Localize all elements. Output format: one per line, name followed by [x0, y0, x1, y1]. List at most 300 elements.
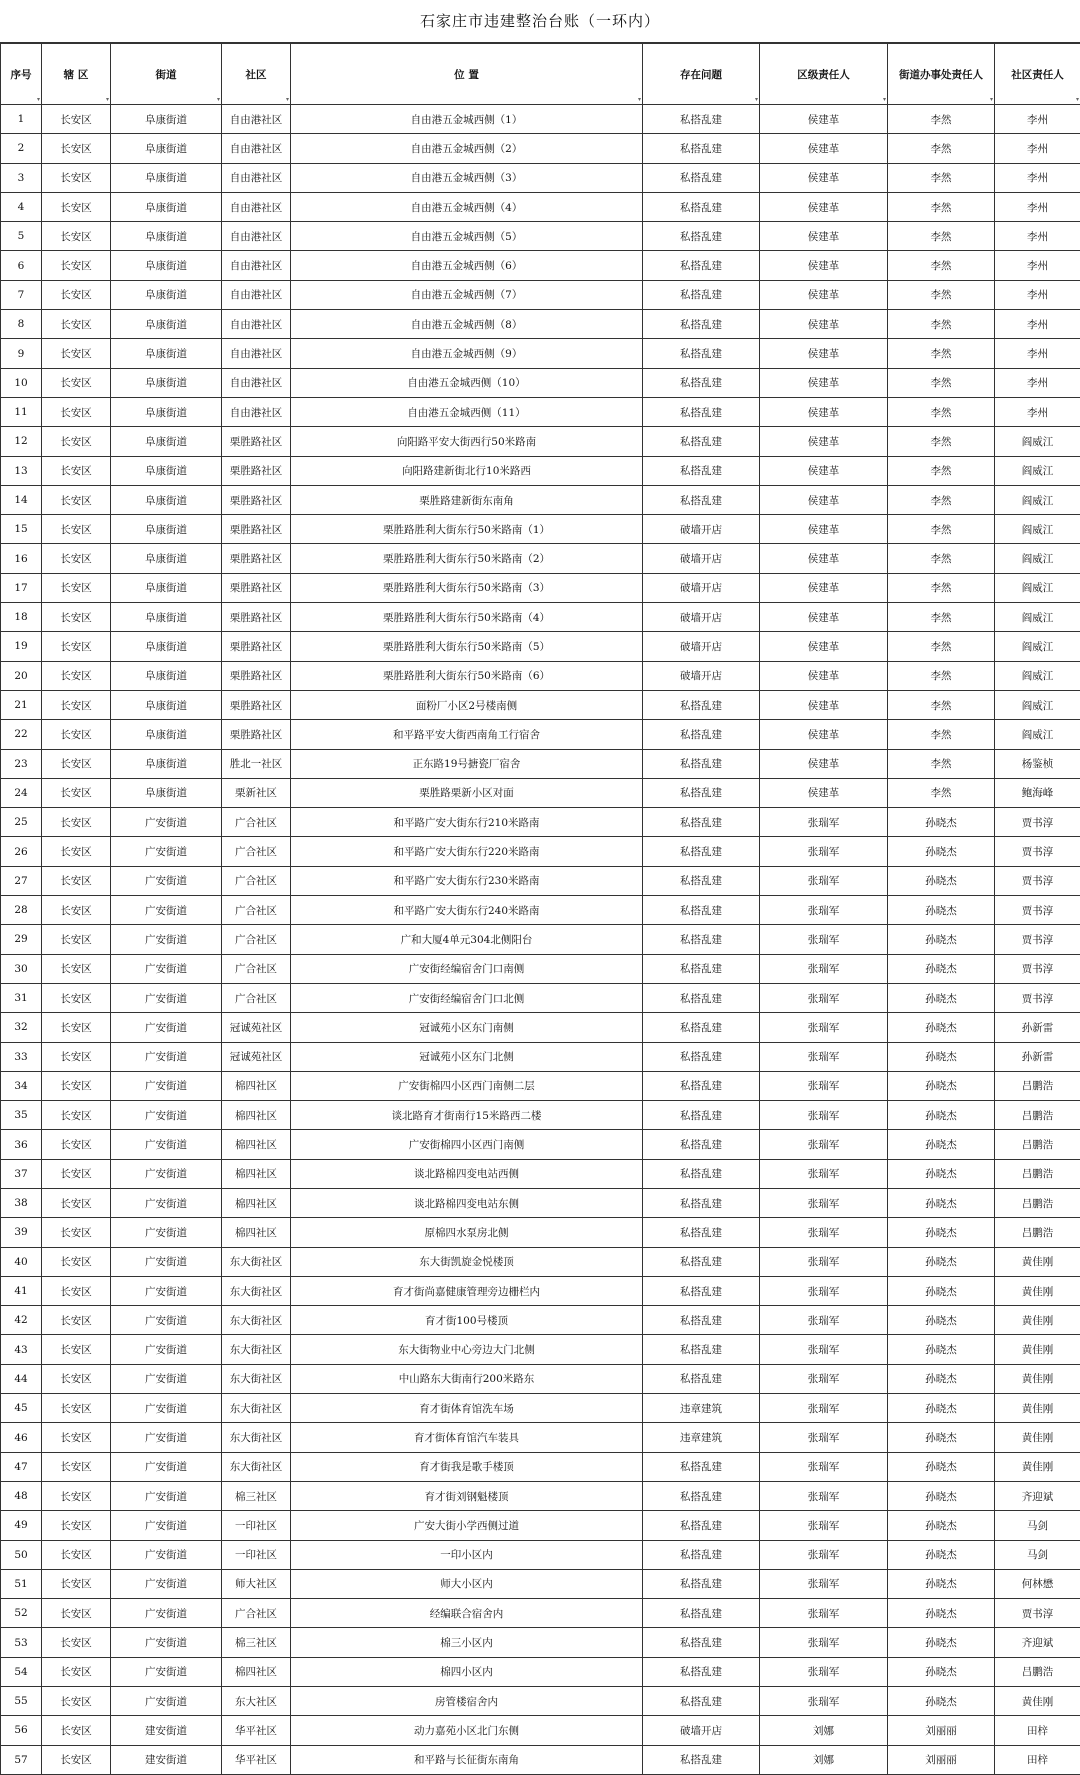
cell-district[interactable]: 长安区: [42, 837, 111, 866]
cell-issue[interactable]: 私搭乱建: [643, 1013, 760, 1042]
header-cell-location[interactable]: 位 置 ▾: [291, 44, 643, 105]
cell-issue[interactable]: 私搭乱建: [643, 251, 760, 280]
cell-location[interactable]: 原棉四水泵房北侧: [291, 1218, 643, 1247]
cell-community-lead[interactable]: 贾书淳: [995, 837, 1080, 866]
cell-street[interactable]: 广安街道: [111, 1540, 222, 1569]
cell-location[interactable]: 广安大街小学西侧过道: [291, 1511, 643, 1540]
cell-index[interactable]: 10: [1, 368, 42, 397]
cell-community-lead[interactable]: 阎威江: [995, 544, 1080, 573]
cell-community-lead[interactable]: 马剑: [995, 1511, 1080, 1540]
header-cell-street[interactable]: 街道 ▾: [111, 44, 222, 105]
cell-street[interactable]: 阜康街道: [111, 427, 222, 456]
cell-street-office-lead[interactable]: 李然: [888, 632, 995, 661]
cell-street[interactable]: 广安街道: [111, 866, 222, 895]
cell-community[interactable]: 栗胜路社区: [222, 720, 291, 749]
cell-street-office-lead[interactable]: 孙晓杰: [888, 983, 995, 1012]
cell-location[interactable]: 向阳路平安大街西行50米路南: [291, 427, 643, 456]
cell-community-lead[interactable]: 李州: [995, 105, 1080, 134]
cell-street[interactable]: 广安街道: [111, 1013, 222, 1042]
filter-dropdown-icon[interactable]: ▾: [638, 97, 641, 103]
cell-community-lead[interactable]: 黄佳刚: [995, 1394, 1080, 1423]
cell-community[interactable]: 广合社区: [222, 954, 291, 983]
cell-location[interactable]: 广安街经编宿舍门口南侧: [291, 954, 643, 983]
cell-index[interactable]: 16: [1, 544, 42, 573]
cell-community-lead[interactable]: 齐迎斌: [995, 1481, 1080, 1510]
cell-district-lead[interactable]: 侯建革: [760, 515, 888, 544]
cell-index[interactable]: 49: [1, 1511, 42, 1540]
cell-district-lead[interactable]: 张瑞军: [760, 1628, 888, 1657]
cell-community-lead[interactable]: 何林懋: [995, 1569, 1080, 1598]
cell-index[interactable]: 14: [1, 485, 42, 514]
cell-community[interactable]: 棉四社区: [222, 1188, 291, 1217]
cell-street[interactable]: 广安街道: [111, 1335, 222, 1364]
cell-street-office-lead[interactable]: 孙晓杰: [888, 1247, 995, 1276]
cell-index[interactable]: 51: [1, 1569, 42, 1598]
cell-location[interactable]: 广安街经编宿舍门口北侧: [291, 983, 643, 1012]
cell-district-lead[interactable]: 侯建革: [760, 485, 888, 514]
cell-district-lead[interactable]: 张瑞军: [760, 1247, 888, 1276]
cell-index[interactable]: 57: [1, 1745, 42, 1774]
cell-district[interactable]: 长安区: [42, 1687, 111, 1716]
cell-community[interactable]: 栗胜路社区: [222, 661, 291, 690]
cell-issue[interactable]: 违章建筑: [643, 1394, 760, 1423]
cell-index[interactable]: 1: [1, 105, 42, 134]
cell-district-lead[interactable]: 侯建革: [760, 397, 888, 426]
cell-street[interactable]: 阜康街道: [111, 251, 222, 280]
cell-index[interactable]: 46: [1, 1423, 42, 1452]
cell-street[interactable]: 广安街道: [111, 1423, 222, 1452]
cell-street[interactable]: 阜康街道: [111, 339, 222, 368]
cell-community[interactable]: 栗胜路社区: [222, 603, 291, 632]
filter-dropdown-icon[interactable]: ▾: [286, 97, 289, 103]
filter-dropdown-icon[interactable]: ▾: [990, 97, 993, 103]
cell-issue[interactable]: 私搭乱建: [643, 720, 760, 749]
cell-street[interactable]: 广安街道: [111, 1130, 222, 1159]
cell-index[interactable]: 36: [1, 1130, 42, 1159]
cell-location[interactable]: 和平路平安大街西南角工行宿舍: [291, 720, 643, 749]
cell-street-office-lead[interactable]: 孙晓杰: [888, 1276, 995, 1305]
cell-community-lead[interactable]: 阎威江: [995, 515, 1080, 544]
cell-community-lead[interactable]: 吕鹏浩: [995, 1218, 1080, 1247]
cell-district-lead[interactable]: 侯建革: [760, 192, 888, 221]
cell-index[interactable]: 9: [1, 339, 42, 368]
cell-community-lead[interactable]: 杨鉴桢: [995, 749, 1080, 778]
cell-street-office-lead[interactable]: 李然: [888, 603, 995, 632]
cell-street-office-lead[interactable]: 孙晓杰: [888, 1394, 995, 1423]
cell-community[interactable]: 棉三社区: [222, 1481, 291, 1510]
cell-street[interactable]: 广安街道: [111, 1042, 222, 1071]
cell-issue[interactable]: 违章建筑: [643, 1423, 760, 1452]
cell-community[interactable]: 一印社区: [222, 1511, 291, 1540]
cell-street[interactable]: 广安街道: [111, 983, 222, 1012]
cell-community[interactable]: 东大街社区: [222, 1335, 291, 1364]
cell-index[interactable]: 56: [1, 1716, 42, 1745]
cell-district[interactable]: 长安区: [42, 1716, 111, 1745]
cell-issue[interactable]: 私搭乱建: [643, 1628, 760, 1657]
cell-index[interactable]: 29: [1, 925, 42, 954]
cell-street-office-lead[interactable]: 孙晓杰: [888, 1042, 995, 1071]
cell-location[interactable]: 向阳路建新街北行10米路西: [291, 456, 643, 485]
cell-district[interactable]: 长安区: [42, 632, 111, 661]
cell-index[interactable]: 28: [1, 896, 42, 925]
cell-issue[interactable]: 私搭乱建: [643, 1569, 760, 1598]
cell-street[interactable]: 阜康街道: [111, 749, 222, 778]
cell-issue[interactable]: 破墙开店: [643, 515, 760, 544]
cell-community[interactable]: 栗胜路社区: [222, 632, 291, 661]
cell-location[interactable]: 栗胜路胜利大街东行50米路南（2）: [291, 544, 643, 573]
cell-location[interactable]: 和平路广安大街东行220米路南: [291, 837, 643, 866]
cell-index[interactable]: 18: [1, 603, 42, 632]
cell-community[interactable]: 棉四社区: [222, 1130, 291, 1159]
cell-district[interactable]: 长安区: [42, 808, 111, 837]
cell-issue[interactable]: 私搭乱建: [643, 1218, 760, 1247]
cell-index[interactable]: 54: [1, 1657, 42, 1686]
cell-street-office-lead[interactable]: 孙晓杰: [888, 1599, 995, 1628]
cell-district-lead[interactable]: 张瑞军: [760, 1599, 888, 1628]
cell-district[interactable]: 长安区: [42, 105, 111, 134]
cell-location[interactable]: 广和大厦4单元304北侧阳台: [291, 925, 643, 954]
cell-street-office-lead[interactable]: 李然: [888, 720, 995, 749]
cell-community[interactable]: 棉四社区: [222, 1657, 291, 1686]
filter-dropdown-icon[interactable]: ▾: [217, 97, 220, 103]
cell-district-lead[interactable]: 张瑞军: [760, 1364, 888, 1393]
cell-community[interactable]: 广合社区: [222, 837, 291, 866]
cell-district-lead[interactable]: 张瑞军: [760, 1042, 888, 1071]
cell-district-lead[interactable]: 侯建革: [760, 222, 888, 251]
cell-district[interactable]: 长安区: [42, 954, 111, 983]
cell-community-lead[interactable]: 黄佳刚: [995, 1247, 1080, 1276]
cell-street-office-lead[interactable]: 孙晓杰: [888, 925, 995, 954]
cell-district-lead[interactable]: 张瑞军: [760, 925, 888, 954]
cell-issue[interactable]: 私搭乱建: [643, 310, 760, 339]
cell-district[interactable]: 长安区: [42, 192, 111, 221]
cell-location[interactable]: 棉三小区内: [291, 1628, 643, 1657]
cell-location[interactable]: 自由港五金城西侧（2）: [291, 134, 643, 163]
cell-district[interactable]: 长安区: [42, 1481, 111, 1510]
cell-community-lead[interactable]: 吕鹏浩: [995, 1101, 1080, 1130]
cell-issue[interactable]: 私搭乱建: [643, 1188, 760, 1217]
cell-location[interactable]: 经编联合宿舍内: [291, 1599, 643, 1628]
cell-district[interactable]: 长安区: [42, 485, 111, 514]
cell-issue[interactable]: 私搭乱建: [643, 222, 760, 251]
cell-issue[interactable]: 私搭乱建: [643, 925, 760, 954]
cell-issue[interactable]: 破墙开店: [643, 661, 760, 690]
cell-location[interactable]: 冠诚苑小区东门南侧: [291, 1013, 643, 1042]
cell-location[interactable]: 中山路东大街南行200米路东: [291, 1364, 643, 1393]
cell-location[interactable]: 广安街棉四小区西门南侧: [291, 1130, 643, 1159]
cell-district-lead[interactable]: 张瑞军: [760, 1423, 888, 1452]
cell-location[interactable]: 东大街凯旋金悦楼顶: [291, 1247, 643, 1276]
cell-district[interactable]: 长安区: [42, 983, 111, 1012]
cell-district-lead[interactable]: 侯建革: [760, 105, 888, 134]
cell-street[interactable]: 广安街道: [111, 896, 222, 925]
cell-index[interactable]: 22: [1, 720, 42, 749]
cell-street[interactable]: 广安街道: [111, 1306, 222, 1335]
cell-community[interactable]: 自由港社区: [222, 368, 291, 397]
cell-district-lead[interactable]: 张瑞军: [760, 837, 888, 866]
cell-location[interactable]: 东大街物业中心旁边大门北侧: [291, 1335, 643, 1364]
cell-issue[interactable]: 私搭乱建: [643, 1130, 760, 1159]
cell-district[interactable]: 长安区: [42, 1335, 111, 1364]
cell-street[interactable]: 阜康街道: [111, 456, 222, 485]
cell-street[interactable]: 阜康街道: [111, 661, 222, 690]
cell-index[interactable]: 42: [1, 1306, 42, 1335]
cell-district-lead[interactable]: 张瑞军: [760, 954, 888, 983]
cell-location[interactable]: 栗胜路栗新小区对面: [291, 778, 643, 807]
cell-street[interactable]: 阜康街道: [111, 632, 222, 661]
cell-street[interactable]: 广安街道: [111, 1247, 222, 1276]
cell-street[interactable]: 广安街道: [111, 808, 222, 837]
cell-street-office-lead[interactable]: 孙晓杰: [888, 837, 995, 866]
cell-location[interactable]: 自由港五金城西侧（3）: [291, 163, 643, 192]
cell-index[interactable]: 11: [1, 397, 42, 426]
cell-issue[interactable]: 私搭乱建: [643, 837, 760, 866]
cell-district-lead[interactable]: 张瑞军: [760, 1101, 888, 1130]
cell-location[interactable]: 师大小区内: [291, 1569, 643, 1598]
cell-community-lead[interactable]: 吕鹏浩: [995, 1657, 1080, 1686]
cell-district[interactable]: 长安区: [42, 1101, 111, 1130]
cell-index[interactable]: 27: [1, 866, 42, 895]
cell-street[interactable]: 阜康街道: [111, 397, 222, 426]
cell-district-lead[interactable]: 侯建革: [760, 310, 888, 339]
cell-index[interactable]: 31: [1, 983, 42, 1012]
cell-district-lead[interactable]: 侯建革: [760, 280, 888, 309]
cell-index[interactable]: 3: [1, 163, 42, 192]
cell-street[interactable]: 广安街道: [111, 1628, 222, 1657]
cell-issue[interactable]: 私搭乱建: [643, 1159, 760, 1188]
cell-index[interactable]: 40: [1, 1247, 42, 1276]
cell-district-lead[interactable]: 张瑞军: [760, 1130, 888, 1159]
cell-street-office-lead[interactable]: 孙晓杰: [888, 1130, 995, 1159]
cell-community-lead[interactable]: 李州: [995, 222, 1080, 251]
cell-index[interactable]: 43: [1, 1335, 42, 1364]
cell-community[interactable]: 东大街社区: [222, 1364, 291, 1393]
cell-community-lead[interactable]: 阎威江: [995, 632, 1080, 661]
cell-district-lead[interactable]: 张瑞军: [760, 808, 888, 837]
cell-street[interactable]: 阜康街道: [111, 105, 222, 134]
cell-district[interactable]: 长安区: [42, 134, 111, 163]
cell-issue[interactable]: 私搭乱建: [643, 1335, 760, 1364]
cell-district-lead[interactable]: 张瑞军: [760, 1218, 888, 1247]
header-cell-index[interactable]: 序号 ▾: [1, 44, 42, 105]
cell-issue[interactable]: 破墙开店: [643, 573, 760, 602]
cell-index[interactable]: 38: [1, 1188, 42, 1217]
cell-street-office-lead[interactable]: 李然: [888, 544, 995, 573]
cell-street-office-lead[interactable]: 李然: [888, 397, 995, 426]
cell-street-office-lead[interactable]: 孙晓杰: [888, 1335, 995, 1364]
cell-district[interactable]: 长安区: [42, 1247, 111, 1276]
cell-street-office-lead[interactable]: 孙晓杰: [888, 1657, 995, 1686]
cell-street[interactable]: 阜康街道: [111, 485, 222, 514]
cell-community-lead[interactable]: 马剑: [995, 1540, 1080, 1569]
cell-community[interactable]: 广合社区: [222, 866, 291, 895]
cell-location[interactable]: 一印小区内: [291, 1540, 643, 1569]
cell-street-office-lead[interactable]: 李然: [888, 690, 995, 719]
cell-community-lead[interactable]: 李州: [995, 280, 1080, 309]
cell-street-office-lead[interactable]: 孙晓杰: [888, 1364, 995, 1393]
cell-district-lead[interactable]: 张瑞军: [760, 1394, 888, 1423]
cell-street[interactable]: 阜康街道: [111, 515, 222, 544]
cell-district-lead[interactable]: 侯建革: [760, 661, 888, 690]
cell-district[interactable]: 长安区: [42, 163, 111, 192]
cell-community-lead[interactable]: 黄佳刚: [995, 1452, 1080, 1481]
cell-location[interactable]: 谈北路育才街南行15米路西二楼: [291, 1101, 643, 1130]
cell-index[interactable]: 32: [1, 1013, 42, 1042]
cell-index[interactable]: 7: [1, 280, 42, 309]
cell-street-office-lead[interactable]: 孙晓杰: [888, 1540, 995, 1569]
cell-district[interactable]: 长安区: [42, 1042, 111, 1071]
cell-community[interactable]: 棉四社区: [222, 1218, 291, 1247]
cell-district[interactable]: 长安区: [42, 896, 111, 925]
cell-community[interactable]: 师大社区: [222, 1569, 291, 1598]
cell-street[interactable]: 广安街道: [111, 1452, 222, 1481]
cell-street[interactable]: 阜康街道: [111, 544, 222, 573]
cell-location[interactable]: 育才街100号楼顶: [291, 1306, 643, 1335]
cell-community[interactable]: 自由港社区: [222, 192, 291, 221]
cell-location[interactable]: 和平路广安大街东行240米路南: [291, 896, 643, 925]
cell-location[interactable]: 栗胜路胜利大街东行50米路南（4）: [291, 603, 643, 632]
cell-index[interactable]: 13: [1, 456, 42, 485]
cell-district-lead[interactable]: 侯建革: [760, 778, 888, 807]
cell-street[interactable]: 建安街道: [111, 1716, 222, 1745]
cell-issue[interactable]: 私搭乱建: [643, 749, 760, 778]
cell-community-lead[interactable]: 阎威江: [995, 690, 1080, 719]
cell-community[interactable]: 棉四社区: [222, 1101, 291, 1130]
cell-issue[interactable]: 私搭乱建: [643, 1745, 760, 1774]
cell-street[interactable]: 广安街道: [111, 1071, 222, 1100]
cell-street[interactable]: 阜康街道: [111, 192, 222, 221]
cell-location[interactable]: 育才街体育馆汽车装具: [291, 1423, 643, 1452]
cell-location[interactable]: 自由港五金城西侧（1）: [291, 105, 643, 134]
cell-street-office-lead[interactable]: 孙晓杰: [888, 1423, 995, 1452]
cell-index[interactable]: 48: [1, 1481, 42, 1510]
cell-district-lead[interactable]: 刘娜: [760, 1716, 888, 1745]
cell-district-lead[interactable]: 侯建革: [760, 427, 888, 456]
cell-district-lead[interactable]: 张瑞军: [760, 866, 888, 895]
cell-street-office-lead[interactable]: 李然: [888, 661, 995, 690]
cell-district-lead[interactable]: 张瑞军: [760, 1569, 888, 1598]
cell-community[interactable]: 棉三社区: [222, 1628, 291, 1657]
cell-street-office-lead[interactable]: 李然: [888, 749, 995, 778]
cell-street-office-lead[interactable]: 李然: [888, 222, 995, 251]
cell-street-office-lead[interactable]: 李然: [888, 427, 995, 456]
cell-community-lead[interactable]: 田梓: [995, 1716, 1080, 1745]
cell-community[interactable]: 棉四社区: [222, 1159, 291, 1188]
cell-location[interactable]: 房管楼宿舍内: [291, 1687, 643, 1716]
cell-district[interactable]: 长安区: [42, 1540, 111, 1569]
cell-district-lead[interactable]: 张瑞军: [760, 1540, 888, 1569]
cell-community[interactable]: 华平社区: [222, 1716, 291, 1745]
cell-location[interactable]: 和平路广安大街东行210米路南: [291, 808, 643, 837]
cell-issue[interactable]: 破墙开店: [643, 1716, 760, 1745]
cell-street-office-lead[interactable]: 刘丽丽: [888, 1716, 995, 1745]
cell-district[interactable]: 长安区: [42, 397, 111, 426]
cell-community[interactable]: 自由港社区: [222, 222, 291, 251]
cell-index[interactable]: 21: [1, 690, 42, 719]
cell-community[interactable]: 栗胜路社区: [222, 573, 291, 602]
cell-issue[interactable]: 私搭乱建: [643, 1364, 760, 1393]
cell-community[interactable]: 栗胜路社区: [222, 485, 291, 514]
cell-district-lead[interactable]: 张瑞军: [760, 983, 888, 1012]
cell-district-lead[interactable]: 侯建革: [760, 690, 888, 719]
cell-community-lead[interactable]: 田梓: [995, 1745, 1080, 1774]
cell-community[interactable]: 栗新社区: [222, 778, 291, 807]
header-cell-community[interactable]: 社区 ▾: [222, 44, 291, 105]
cell-community[interactable]: 冠诚苑社区: [222, 1013, 291, 1042]
filter-dropdown-icon[interactable]: ▾: [1076, 97, 1079, 103]
cell-index[interactable]: 19: [1, 632, 42, 661]
cell-community[interactable]: 自由港社区: [222, 397, 291, 426]
cell-community-lead[interactable]: 黄佳刚: [995, 1687, 1080, 1716]
cell-community[interactable]: 栗胜路社区: [222, 456, 291, 485]
cell-issue[interactable]: 私搭乱建: [643, 983, 760, 1012]
cell-community-lead[interactable]: 黄佳刚: [995, 1423, 1080, 1452]
cell-community-lead[interactable]: 黄佳刚: [995, 1364, 1080, 1393]
cell-community-lead[interactable]: 李州: [995, 192, 1080, 221]
cell-district[interactable]: 长安区: [42, 690, 111, 719]
cell-index[interactable]: 23: [1, 749, 42, 778]
cell-location[interactable]: 栗胜路胜利大街东行50米路南（5）: [291, 632, 643, 661]
cell-index[interactable]: 33: [1, 1042, 42, 1071]
cell-issue[interactable]: 私搭乱建: [643, 866, 760, 895]
cell-street[interactable]: 广安街道: [111, 1481, 222, 1510]
cell-community[interactable]: 自由港社区: [222, 310, 291, 339]
cell-district-lead[interactable]: 张瑞军: [760, 1159, 888, 1188]
cell-street-office-lead[interactable]: 孙晓杰: [888, 1511, 995, 1540]
cell-district-lead[interactable]: 侯建革: [760, 720, 888, 749]
cell-district-lead[interactable]: 侯建革: [760, 339, 888, 368]
cell-index[interactable]: 2: [1, 134, 42, 163]
cell-issue[interactable]: 破墙开店: [643, 544, 760, 573]
cell-street-office-lead[interactable]: 李然: [888, 515, 995, 544]
cell-issue[interactable]: 私搭乱建: [643, 896, 760, 925]
cell-street-office-lead[interactable]: 孙晓杰: [888, 1452, 995, 1481]
cell-community[interactable]: 栗胜路社区: [222, 515, 291, 544]
cell-community[interactable]: 棉四社区: [222, 1071, 291, 1100]
cell-index[interactable]: 24: [1, 778, 42, 807]
cell-community-lead[interactable]: 阎威江: [995, 603, 1080, 632]
cell-community[interactable]: 栗胜路社区: [222, 427, 291, 456]
cell-street-office-lead[interactable]: 孙晓杰: [888, 1101, 995, 1130]
cell-district-lead[interactable]: 侯建革: [760, 251, 888, 280]
cell-issue[interactable]: 私搭乱建: [643, 778, 760, 807]
cell-district-lead[interactable]: 侯建革: [760, 544, 888, 573]
cell-issue[interactable]: 私搭乱建: [643, 456, 760, 485]
cell-street-office-lead[interactable]: 李然: [888, 368, 995, 397]
cell-location[interactable]: 自由港五金城西侧（5）: [291, 222, 643, 251]
cell-index[interactable]: 34: [1, 1071, 42, 1100]
cell-district-lead[interactable]: 张瑞军: [760, 896, 888, 925]
cell-community[interactable]: 栗胜路社区: [222, 690, 291, 719]
cell-community-lead[interactable]: 贾书淳: [995, 866, 1080, 895]
cell-community[interactable]: 东大街社区: [222, 1452, 291, 1481]
cell-district[interactable]: 长安区: [42, 251, 111, 280]
cell-issue[interactable]: 私搭乱建: [643, 1101, 760, 1130]
cell-district-lead[interactable]: 张瑞军: [760, 1188, 888, 1217]
cell-index[interactable]: 44: [1, 1364, 42, 1393]
cell-district[interactable]: 长安区: [42, 456, 111, 485]
cell-issue[interactable]: 私搭乱建: [643, 1276, 760, 1305]
cell-issue[interactable]: 破墙开店: [643, 632, 760, 661]
cell-street-office-lead[interactable]: 李然: [888, 310, 995, 339]
cell-community[interactable]: 东大街社区: [222, 1306, 291, 1335]
cell-district-lead[interactable]: 张瑞军: [760, 1687, 888, 1716]
cell-issue[interactable]: 私搭乱建: [643, 163, 760, 192]
cell-street-office-lead[interactable]: 李然: [888, 485, 995, 514]
cell-street-office-lead[interactable]: 孙晓杰: [888, 866, 995, 895]
cell-street-office-lead[interactable]: 孙晓杰: [888, 1481, 995, 1510]
cell-index[interactable]: 6: [1, 251, 42, 280]
